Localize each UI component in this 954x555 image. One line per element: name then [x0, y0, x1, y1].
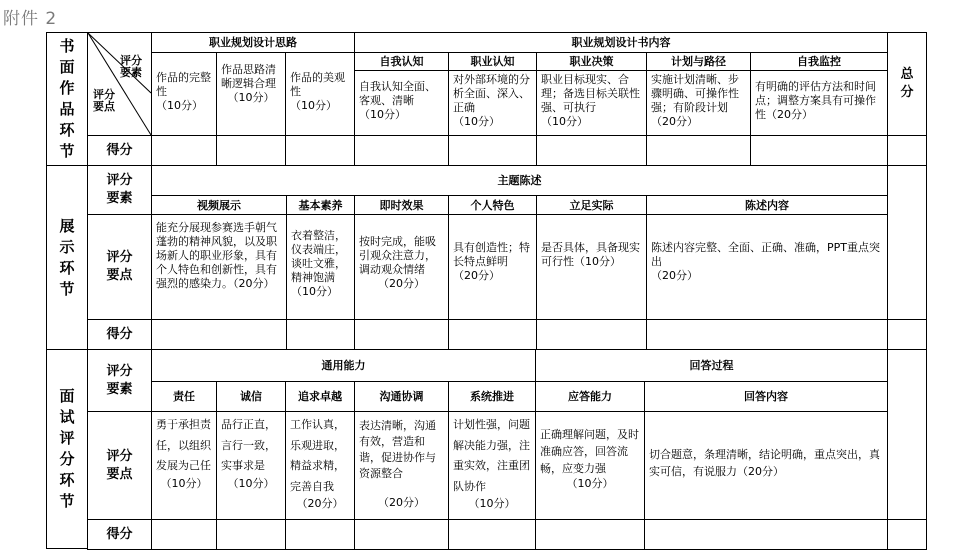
display-header-content: 陈述内容	[646, 195, 888, 215]
score-cell	[151, 519, 217, 550]
point-score: （10分）	[566, 477, 614, 490]
written-group2-header: 职业规划设计书内容	[354, 32, 888, 53]
interview-header-response: 应答能力	[535, 381, 645, 412]
interview-element-label	[87, 349, 152, 412]
criterion-score: （10分）	[227, 91, 275, 104]
display-right-blank	[887, 165, 927, 320]
diag-element-label: 评分要素	[120, 54, 142, 79]
point-score: （10分）	[541, 115, 588, 128]
written-point-1	[354, 70, 449, 136]
criterion-text: 作品的美观性	[290, 71, 345, 98]
display-score-label: 得分	[87, 319, 152, 350]
interview-point-label	[87, 411, 152, 520]
diagonal-lines	[88, 33, 152, 136]
criterion-text: 作品思路清晰逻辑合理	[221, 63, 276, 90]
written-group1-header: 职业规划设计思路	[151, 32, 355, 53]
point-score: （10分）	[453, 115, 500, 128]
score-cell	[646, 135, 751, 166]
section-interview	[46, 349, 88, 549]
point-text: 勇于承担责任，以组织发展为己任	[156, 418, 211, 472]
point-score: （20分）	[378, 496, 425, 509]
score-cell	[448, 135, 537, 166]
interview-header-responsibility: 责任	[151, 381, 217, 412]
score-cell	[151, 319, 287, 350]
interview-point-1	[151, 411, 217, 520]
point-text: 品行正直，言行一致，实事求是	[221, 418, 276, 472]
point-score: （10分）	[160, 476, 208, 490]
display-point-1	[151, 214, 287, 320]
score-cell	[354, 319, 449, 350]
score-cell	[887, 519, 927, 550]
total-score-header	[887, 32, 927, 136]
display-point-label	[87, 214, 152, 320]
interview-group2-header: 回答过程	[535, 349, 888, 382]
point-score: （10分）	[227, 476, 275, 490]
written-point-3	[536, 70, 647, 136]
interview-point-2	[216, 411, 286, 520]
written-point-4	[646, 70, 751, 136]
diag-point-label: 评分要点	[93, 88, 115, 113]
written-score-label: 得分	[87, 135, 152, 166]
interview-point-6	[535, 411, 645, 520]
total-score-label: 总分	[900, 67, 914, 100]
interview-header-integrity: 诚信	[216, 381, 286, 412]
written-criterion-1	[151, 52, 217, 136]
point-text: 表达清晰，沟通有效，营造和谐，促进协作与资源整合	[359, 419, 436, 480]
point-text: 衣着整洁，仪表端庄，谈吐文雅，精神饱满	[291, 229, 346, 284]
attachment-label: 附件 2	[3, 9, 58, 29]
point-score: （20分）	[453, 269, 500, 282]
point-score: （20分）	[378, 277, 425, 290]
criterion-text: 作品的完整性	[156, 71, 211, 98]
point-label-text: 评分要点	[106, 448, 133, 482]
score-cell	[285, 519, 355, 550]
point-text: 有明确的评估方法和时间点；调整方案具有可操作性（20分）	[755, 80, 876, 121]
interview-point-3	[285, 411, 355, 520]
point-text: 是否具体，具备现实可行性（10分）	[541, 241, 640, 268]
score-cell	[151, 135, 217, 166]
written-criterion-2	[216, 52, 286, 136]
interview-group1-header: 通用能力	[151, 349, 536, 382]
display-header-practical: 立足实际	[536, 195, 647, 215]
interview-point-5	[448, 411, 536, 520]
element-label-text: 评分要素	[106, 173, 133, 206]
written-header-plan-path: 计划与路径	[646, 52, 751, 71]
point-text: 对外部环境的分析全面、深入、正确	[453, 73, 530, 114]
score-cell	[536, 135, 647, 166]
written-point-5	[750, 70, 888, 136]
interview-header-answer-content: 回答内容	[644, 381, 888, 412]
score-cell	[448, 319, 537, 350]
interview-right-blank	[887, 349, 927, 520]
score-cell	[887, 135, 927, 166]
display-point-5	[536, 214, 647, 320]
display-header-basic: 基本素养	[286, 195, 355, 215]
point-score: （20分）	[651, 269, 698, 282]
point-score: （10分）	[359, 108, 406, 121]
display-header-feature: 个人特色	[448, 195, 537, 215]
score-cell	[535, 519, 645, 550]
written-header-career-awareness: 职业认知	[448, 52, 537, 71]
display-header-video: 视频展示	[151, 195, 287, 215]
display-point-4	[448, 214, 537, 320]
score-cell	[536, 319, 647, 350]
interview-header-communication: 沟通协调	[354, 381, 449, 412]
display-header-instant: 即时效果	[354, 195, 449, 215]
written-header-self-monitor: 自我监控	[750, 52, 888, 71]
score-cell	[646, 319, 888, 350]
point-text: 陈述内容完整、全面、正确、准确，PPT重点突出	[651, 241, 880, 268]
written-header-self-awareness: 自我认知	[354, 52, 449, 71]
section-display-label: 展示环节	[59, 216, 75, 298]
score-cell	[354, 135, 449, 166]
display-point-3	[354, 214, 449, 320]
diagonal-header	[87, 32, 152, 136]
point-text: 实施计划清晰、步骤明确、可操作性强；有阶段计划（20分）	[651, 73, 739, 128]
point-text: 自我认知全面、客观、清晰	[359, 80, 436, 107]
point-text: 切合题意，条理清晰，结论明确，重点突出，真实可信，有说服力（20分）	[649, 448, 880, 478]
display-element-label	[87, 165, 152, 215]
score-cell	[354, 519, 449, 550]
criterion-score: （10分）	[156, 99, 203, 112]
interview-point-7	[644, 411, 888, 520]
point-text: 正确理解问题，及时准确应答，回答流畅，应变力强	[540, 428, 639, 475]
interview-score-label: 得分	[87, 519, 152, 550]
section-written-label: 书面作品环节	[59, 37, 75, 160]
point-text: 具有创造性；特长特点鲜明	[453, 241, 530, 268]
written-criterion-3	[285, 52, 355, 136]
criterion-score: （10分）	[290, 99, 337, 112]
written-point-2	[448, 70, 537, 136]
score-cell	[644, 519, 888, 550]
display-theme-header: 主题陈述	[151, 165, 888, 196]
score-cell	[286, 319, 355, 350]
display-point-6	[646, 214, 888, 320]
point-text: 计划性强，问题解决能力强，注重实效，注重团队协作	[453, 418, 530, 493]
section-interview-label: 面试评分环节	[59, 387, 75, 510]
point-label-text: 评分要点	[106, 250, 133, 283]
point-text: 按时完成，能吸引观众注意力，调动观众情绪	[359, 235, 436, 276]
score-cell	[216, 519, 286, 550]
score-cell	[448, 519, 536, 550]
point-score: （10分）	[291, 285, 338, 298]
point-text: 工作认真，乐观进取，精益求精，完善自我	[290, 418, 345, 493]
section-written	[46, 32, 88, 166]
section-display	[46, 165, 88, 350]
point-text: 能充分展现参赛选手朝气蓬勃的精神风貌，以及职场新人的职业形象，具有个人特色和创新性，具有强烈的感染力。（20分）	[156, 221, 277, 290]
element-label-text: 评分要素	[106, 363, 133, 397]
interview-header-excellence: 追求卓越	[285, 381, 355, 412]
point-score: （20分）	[296, 497, 344, 510]
score-cell	[285, 135, 355, 166]
score-cell	[750, 135, 888, 166]
score-cell	[887, 319, 927, 350]
interview-header-systematic: 系统推进	[448, 381, 536, 412]
score-cell	[216, 135, 286, 166]
interview-point-4	[354, 411, 449, 520]
point-score: （10分）	[468, 497, 516, 510]
point-text: 职业目标现实、合理；备选目标关联性强、可执行	[541, 73, 640, 114]
written-header-career-decision: 职业决策	[536, 52, 647, 71]
display-point-2	[286, 214, 355, 320]
